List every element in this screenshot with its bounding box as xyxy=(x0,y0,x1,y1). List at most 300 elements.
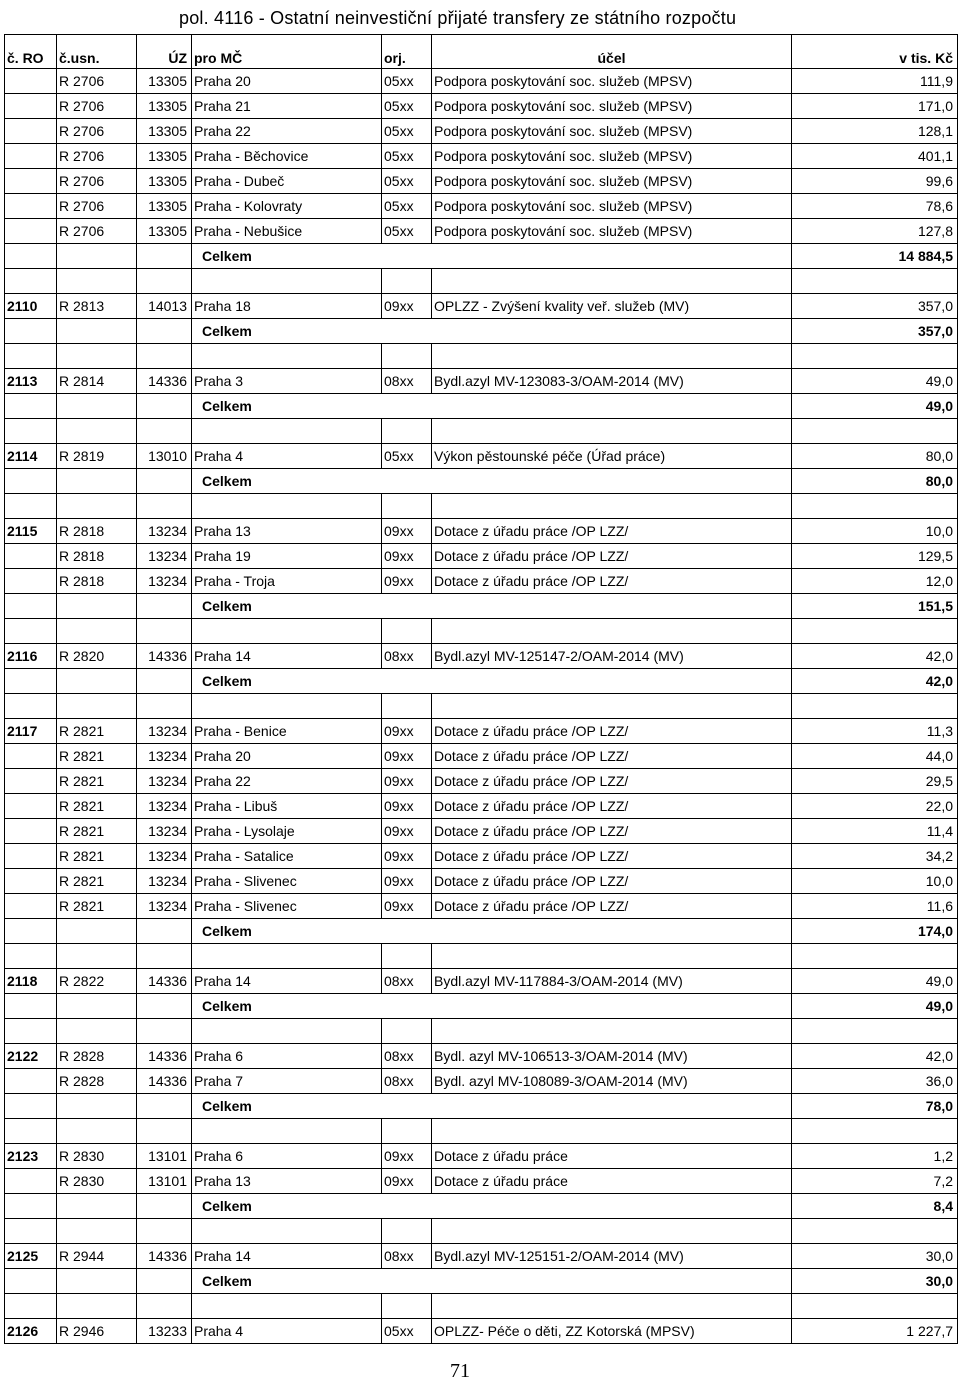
celkem-label: Celkem xyxy=(192,919,792,944)
usn-cell: R 2706 xyxy=(57,119,137,144)
ro-cell xyxy=(5,669,57,694)
total-row xyxy=(5,994,958,1019)
ro-cell xyxy=(5,919,57,944)
ucel-cell: Dotace z úřadu práce /OP LZZ/ xyxy=(432,719,792,744)
ucel-cell: Bydl. azyl MV-106513-3/OAM-2014 (MV) xyxy=(432,1044,792,1069)
ro-cell: 2123 xyxy=(5,1144,57,1169)
usn-cell xyxy=(57,994,137,1019)
orj-cell: 08xx xyxy=(382,969,432,994)
mc-cell: Praha 14 xyxy=(192,969,382,994)
orj-cell: 05xx xyxy=(382,144,432,169)
empty-cell xyxy=(382,1019,432,1044)
empty-cell xyxy=(137,1119,192,1144)
spacer-row xyxy=(5,269,958,294)
mc-cell: Praha - Dubeč xyxy=(192,169,382,194)
orj-cell: 05xx xyxy=(382,119,432,144)
ucel-cell: Dotace z úřadu práce xyxy=(432,1144,792,1169)
empty-cell xyxy=(5,269,57,294)
ucel-cell: OPLZZ- Péče o děti, ZZ Kotorská (MPSV) xyxy=(432,1319,792,1344)
ucel-cell: Dotace z úřadu práce /OP LZZ/ xyxy=(432,844,792,869)
table-row xyxy=(5,744,958,769)
usn-cell: R 2818 xyxy=(57,544,137,569)
empty-cell xyxy=(792,344,958,369)
ro-cell xyxy=(5,869,57,894)
usn-cell: R 2821 xyxy=(57,769,137,794)
empty-cell xyxy=(5,1019,57,1044)
orj-cell: 05xx xyxy=(382,444,432,469)
mc-cell: Praha - Troja xyxy=(192,569,382,594)
mc-cell: Praha - Satalice xyxy=(192,844,382,869)
mc-cell: Praha - Slivenec xyxy=(192,894,382,919)
total-row xyxy=(5,919,958,944)
empty-cell xyxy=(5,1294,57,1319)
table-row xyxy=(5,119,958,144)
orj-cell: 09xx xyxy=(382,869,432,894)
uz-cell: 14336 xyxy=(137,1044,192,1069)
total-row xyxy=(5,394,958,419)
amount-cell: 128,1 xyxy=(792,119,958,144)
empty-cell xyxy=(192,1219,382,1244)
celkem-label: Celkem xyxy=(192,594,792,619)
amount-cell: 42,0 xyxy=(792,644,958,669)
orj-cell: 09xx xyxy=(382,569,432,594)
empty-cell xyxy=(192,494,382,519)
uz-cell: 13305 xyxy=(137,94,192,119)
table-row xyxy=(5,569,958,594)
mc-cell: Praha 14 xyxy=(192,1244,382,1269)
title-bar xyxy=(4,4,957,34)
table-row xyxy=(5,519,958,544)
amount-cell: 78,6 xyxy=(792,194,958,219)
ucel-cell: Podpora poskytování soc. služeb (MPSV) xyxy=(432,69,792,94)
empty-cell xyxy=(137,344,192,369)
total-amount: 78,0 xyxy=(792,1094,958,1119)
header-uz: ÚZ xyxy=(137,35,192,69)
empty-cell xyxy=(137,494,192,519)
table-row xyxy=(5,144,958,169)
empty-cell xyxy=(5,494,57,519)
total-row xyxy=(5,319,958,344)
orj-cell: 08xx xyxy=(382,1044,432,1069)
empty-cell xyxy=(382,1294,432,1319)
orj-cell: 09xx xyxy=(382,519,432,544)
empty-cell xyxy=(5,344,57,369)
empty-cell xyxy=(432,1294,792,1319)
celkem-label: Celkem xyxy=(192,469,792,494)
ro-cell: 2122 xyxy=(5,1044,57,1069)
table-row xyxy=(5,1044,958,1069)
usn-cell xyxy=(57,1194,137,1219)
empty-cell xyxy=(432,1019,792,1044)
orj-cell: 05xx xyxy=(382,194,432,219)
amount-cell: 7,2 xyxy=(792,1169,958,1194)
table-row xyxy=(5,169,958,194)
ro-cell xyxy=(5,594,57,619)
celkem-label: Celkem xyxy=(192,1094,792,1119)
ro-cell: 2126 xyxy=(5,1319,57,1344)
usn-cell: R 2821 xyxy=(57,794,137,819)
ro-cell xyxy=(5,1069,57,1094)
usn-cell: R 2813 xyxy=(57,294,137,319)
ro-cell: 2110 xyxy=(5,294,57,319)
empty-cell xyxy=(382,1119,432,1144)
empty-cell xyxy=(382,1219,432,1244)
orj-cell: 05xx xyxy=(382,94,432,119)
empty-cell xyxy=(432,1119,792,1144)
usn-cell: R 2706 xyxy=(57,169,137,194)
orj-cell: 09xx xyxy=(382,544,432,569)
amount-cell: 49,0 xyxy=(792,969,958,994)
uz-cell: 13233 xyxy=(137,1319,192,1344)
empty-cell xyxy=(382,619,432,644)
table-row xyxy=(5,444,958,469)
orj-cell: 05xx xyxy=(382,169,432,194)
orj-cell: 09xx xyxy=(382,719,432,744)
usn-cell: R 2830 xyxy=(57,1169,137,1194)
uz-cell: 14336 xyxy=(137,969,192,994)
ro-cell xyxy=(5,1194,57,1219)
total-row xyxy=(5,669,958,694)
empty-cell xyxy=(792,1294,958,1319)
empty-cell xyxy=(57,944,137,969)
usn-cell xyxy=(57,669,137,694)
usn-cell: R 2706 xyxy=(57,69,137,94)
empty-cell xyxy=(192,419,382,444)
document-page xyxy=(4,4,957,1344)
amount-cell: 49,0 xyxy=(792,369,958,394)
uz-cell: 13234 xyxy=(137,769,192,794)
empty-cell xyxy=(382,694,432,719)
table-body xyxy=(5,35,958,1344)
ro-cell xyxy=(5,894,57,919)
spacer-row xyxy=(5,1219,958,1244)
total-amount: 14 884,5 xyxy=(792,244,958,269)
total-row xyxy=(5,244,958,269)
empty-cell xyxy=(432,344,792,369)
orj-cell: 09xx xyxy=(382,894,432,919)
mc-cell: Praha 7 xyxy=(192,1069,382,1094)
amount-cell: 1 227,7 xyxy=(792,1319,958,1344)
empty-cell xyxy=(5,694,57,719)
uz-cell xyxy=(137,244,192,269)
usn-cell xyxy=(57,1269,137,1294)
orj-cell: 05xx xyxy=(382,219,432,244)
celkem-label: Celkem xyxy=(192,1269,792,1294)
amount-cell: 36,0 xyxy=(792,1069,958,1094)
table-row xyxy=(5,719,958,744)
ro-cell xyxy=(5,469,57,494)
mc-cell: Praha 20 xyxy=(192,744,382,769)
amount-cell: 11,6 xyxy=(792,894,958,919)
empty-cell xyxy=(57,269,137,294)
amount-cell: 11,4 xyxy=(792,819,958,844)
uz-cell xyxy=(137,594,192,619)
uz-cell: 13234 xyxy=(137,869,192,894)
mc-cell: Praha - Běchovice xyxy=(192,144,382,169)
empty-cell xyxy=(382,494,432,519)
header-usn: č.usn. xyxy=(57,35,137,69)
usn-cell xyxy=(57,319,137,344)
total-amount: 8,4 xyxy=(792,1194,958,1219)
mc-cell: Praha 22 xyxy=(192,119,382,144)
empty-cell xyxy=(432,1219,792,1244)
uz-cell: 14336 xyxy=(137,644,192,669)
celkem-label: Celkem xyxy=(192,669,792,694)
table-row xyxy=(5,1244,958,1269)
orj-cell: 05xx xyxy=(382,1319,432,1344)
uz-cell: 13010 xyxy=(137,444,192,469)
spacer-row xyxy=(5,1019,958,1044)
mc-cell: Praha 19 xyxy=(192,544,382,569)
amount-cell: 129,5 xyxy=(792,544,958,569)
amount-cell: 10,0 xyxy=(792,519,958,544)
amount-cell: 42,0 xyxy=(792,1044,958,1069)
uz-cell: 13234 xyxy=(137,744,192,769)
usn-cell xyxy=(57,919,137,944)
table-row xyxy=(5,894,958,919)
ucel-cell: Dotace z úřadu práce /OP LZZ/ xyxy=(432,519,792,544)
orj-cell: 08xx xyxy=(382,1069,432,1094)
amount-cell: 44,0 xyxy=(792,744,958,769)
uz-cell xyxy=(137,394,192,419)
total-amount: 357,0 xyxy=(792,319,958,344)
uz-cell: 14336 xyxy=(137,369,192,394)
empty-cell xyxy=(57,1019,137,1044)
ro-cell xyxy=(5,819,57,844)
amount-cell: 127,8 xyxy=(792,219,958,244)
usn-cell: R 2821 xyxy=(57,819,137,844)
empty-cell xyxy=(432,269,792,294)
empty-cell xyxy=(137,269,192,294)
mc-cell: Praha 4 xyxy=(192,1319,382,1344)
ro-cell xyxy=(5,319,57,344)
empty-cell xyxy=(382,344,432,369)
usn-cell: R 2818 xyxy=(57,519,137,544)
empty-cell xyxy=(432,494,792,519)
usn-cell: R 2818 xyxy=(57,569,137,594)
empty-cell xyxy=(57,494,137,519)
usn-cell: R 2830 xyxy=(57,1144,137,1169)
uz-cell: 14336 xyxy=(137,1244,192,1269)
ro-cell xyxy=(5,1094,57,1119)
header-row xyxy=(5,35,958,69)
amount-cell: 34,2 xyxy=(792,844,958,869)
empty-cell xyxy=(192,1294,382,1319)
uz-cell: 13305 xyxy=(137,194,192,219)
ro-cell xyxy=(5,994,57,1019)
ucel-cell: Výkon pěstounské péče (Úřad práce) xyxy=(432,444,792,469)
total-amount: 174,0 xyxy=(792,919,958,944)
usn-cell: R 2819 xyxy=(57,444,137,469)
ro-cell xyxy=(5,794,57,819)
table-row xyxy=(5,544,958,569)
empty-cell xyxy=(192,944,382,969)
ucel-cell: Dotace z úřadu práce /OP LZZ/ xyxy=(432,544,792,569)
usn-cell: R 2706 xyxy=(57,194,137,219)
header-ro: č. RO xyxy=(5,35,57,69)
uz-cell: 13234 xyxy=(137,719,192,744)
ro-cell xyxy=(5,544,57,569)
usn-cell: R 2946 xyxy=(57,1319,137,1344)
empty-cell xyxy=(192,1019,382,1044)
total-row xyxy=(5,594,958,619)
orj-cell: 08xx xyxy=(382,369,432,394)
empty-cell xyxy=(432,419,792,444)
spacer-row xyxy=(5,494,958,519)
empty-cell xyxy=(792,694,958,719)
amount-cell: 1,2 xyxy=(792,1144,958,1169)
amount-cell: 29,5 xyxy=(792,769,958,794)
ro-cell xyxy=(5,194,57,219)
table-row xyxy=(5,844,958,869)
uz-cell xyxy=(137,1094,192,1119)
uz-cell: 13101 xyxy=(137,1144,192,1169)
amount-cell: 357,0 xyxy=(792,294,958,319)
ucel-cell: Dotace z úřadu práce /OP LZZ/ xyxy=(432,894,792,919)
spacer-row xyxy=(5,419,958,444)
usn-cell: R 2821 xyxy=(57,844,137,869)
celkem-label: Celkem xyxy=(192,319,792,344)
table-row xyxy=(5,1169,958,1194)
usn-cell xyxy=(57,394,137,419)
mc-cell: Praha 21 xyxy=(192,94,382,119)
empty-cell xyxy=(137,419,192,444)
amount-cell: 11,3 xyxy=(792,719,958,744)
uz-cell xyxy=(137,1269,192,1294)
usn-cell: R 2821 xyxy=(57,869,137,894)
table-row xyxy=(5,294,958,319)
empty-cell xyxy=(57,1294,137,1319)
ucel-cell: Bydl. azyl MV-108089-3/OAM-2014 (MV) xyxy=(432,1069,792,1094)
total-amount: 42,0 xyxy=(792,669,958,694)
ro-cell: 2116 xyxy=(5,644,57,669)
ro-cell xyxy=(5,94,57,119)
ro-cell xyxy=(5,69,57,94)
ro-cell xyxy=(5,744,57,769)
empty-cell xyxy=(137,619,192,644)
table-row xyxy=(5,94,958,119)
uz-cell: 13101 xyxy=(137,1169,192,1194)
empty-cell xyxy=(137,694,192,719)
mc-cell: Praha 14 xyxy=(192,644,382,669)
table-row xyxy=(5,69,958,94)
total-amount: 49,0 xyxy=(792,994,958,1019)
ucel-cell: Dotace z úřadu práce /OP LZZ/ xyxy=(432,569,792,594)
ro-cell: 2118 xyxy=(5,969,57,994)
empty-cell xyxy=(57,694,137,719)
spacer-row xyxy=(5,944,958,969)
spacer-row xyxy=(5,1294,958,1319)
ucel-cell: Bydl.azyl MV-123083-3/OAM-2014 (MV) xyxy=(432,369,792,394)
usn-cell: R 2820 xyxy=(57,644,137,669)
empty-cell xyxy=(5,944,57,969)
empty-cell xyxy=(382,419,432,444)
orj-cell: 09xx xyxy=(382,744,432,769)
usn-cell: R 2821 xyxy=(57,744,137,769)
uz-cell: 13234 xyxy=(137,844,192,869)
empty-cell xyxy=(137,1019,192,1044)
uz-cell: 14013 xyxy=(137,294,192,319)
mc-cell: Praha 13 xyxy=(192,1169,382,1194)
ro-cell: 2117 xyxy=(5,719,57,744)
ucel-cell: Bydl.azyl MV-125147-2/OAM-2014 (MV) xyxy=(432,644,792,669)
uz-cell: 13234 xyxy=(137,819,192,844)
spacer-row xyxy=(5,344,958,369)
ro-cell: 2115 xyxy=(5,519,57,544)
usn-cell: R 2821 xyxy=(57,719,137,744)
amount-cell: 30,0 xyxy=(792,1244,958,1269)
empty-cell xyxy=(57,344,137,369)
total-amount: 49,0 xyxy=(792,394,958,419)
table-row xyxy=(5,819,958,844)
ucel-cell: Bydl.azyl MV-117884-3/OAM-2014 (MV) xyxy=(432,969,792,994)
amount-cell: 401,1 xyxy=(792,144,958,169)
ro-cell xyxy=(5,144,57,169)
empty-cell xyxy=(792,619,958,644)
uz-cell: 13234 xyxy=(137,519,192,544)
ucel-cell: Dotace z úřadu práce xyxy=(432,1169,792,1194)
ucel-cell: Dotace z úřadu práce /OP LZZ/ xyxy=(432,869,792,894)
amount-cell: 111,9 xyxy=(792,69,958,94)
mc-cell: Praha 18 xyxy=(192,294,382,319)
orj-cell: 09xx xyxy=(382,794,432,819)
orj-cell: 09xx xyxy=(382,769,432,794)
empty-cell xyxy=(57,1119,137,1144)
usn-cell: R 2822 xyxy=(57,969,137,994)
mc-cell: Praha - Kolovraty xyxy=(192,194,382,219)
ucel-cell: Dotace z úřadu práce /OP LZZ/ xyxy=(432,819,792,844)
empty-cell xyxy=(57,619,137,644)
uz-cell: 13305 xyxy=(137,219,192,244)
table-row xyxy=(5,219,958,244)
page-title: pol. 4116 - Ostatní neinvestiční přijaté transfery ze státního rozpočtu xyxy=(179,8,737,28)
empty-cell xyxy=(5,1119,57,1144)
ro-cell xyxy=(5,119,57,144)
table-row xyxy=(5,969,958,994)
mc-cell: Praha 6 xyxy=(192,1144,382,1169)
amount-cell: 99,6 xyxy=(792,169,958,194)
uz-cell xyxy=(137,669,192,694)
total-amount: 30,0 xyxy=(792,1269,958,1294)
uz-cell: 13305 xyxy=(137,169,192,194)
uz-cell: 13305 xyxy=(137,69,192,94)
usn-cell: R 2828 xyxy=(57,1044,137,1069)
uz-cell: 13305 xyxy=(137,144,192,169)
celkem-label: Celkem xyxy=(192,994,792,1019)
spacer-row xyxy=(5,619,958,644)
ro-cell xyxy=(5,1169,57,1194)
empty-cell xyxy=(57,1219,137,1244)
mc-cell: Praha 4 xyxy=(192,444,382,469)
ucel-cell: Podpora poskytování soc. služeb (MPSV) xyxy=(432,169,792,194)
empty-cell xyxy=(192,1119,382,1144)
usn-cell: R 2706 xyxy=(57,94,137,119)
empty-cell xyxy=(5,1219,57,1244)
mc-cell: Praha 22 xyxy=(192,769,382,794)
header-orj: orj. xyxy=(382,35,432,69)
mc-cell: Praha 6 xyxy=(192,1044,382,1069)
page-number: 71 xyxy=(450,1360,470,1382)
uz-cell xyxy=(137,469,192,494)
uz-cell: 13234 xyxy=(137,544,192,569)
mc-cell: Praha 3 xyxy=(192,369,382,394)
empty-cell xyxy=(57,419,137,444)
table-row xyxy=(5,769,958,794)
header-pro-mc: pro MČ xyxy=(192,35,382,69)
empty-cell xyxy=(137,944,192,969)
orj-cell: 08xx xyxy=(382,1244,432,1269)
usn-cell: R 2944 xyxy=(57,1244,137,1269)
